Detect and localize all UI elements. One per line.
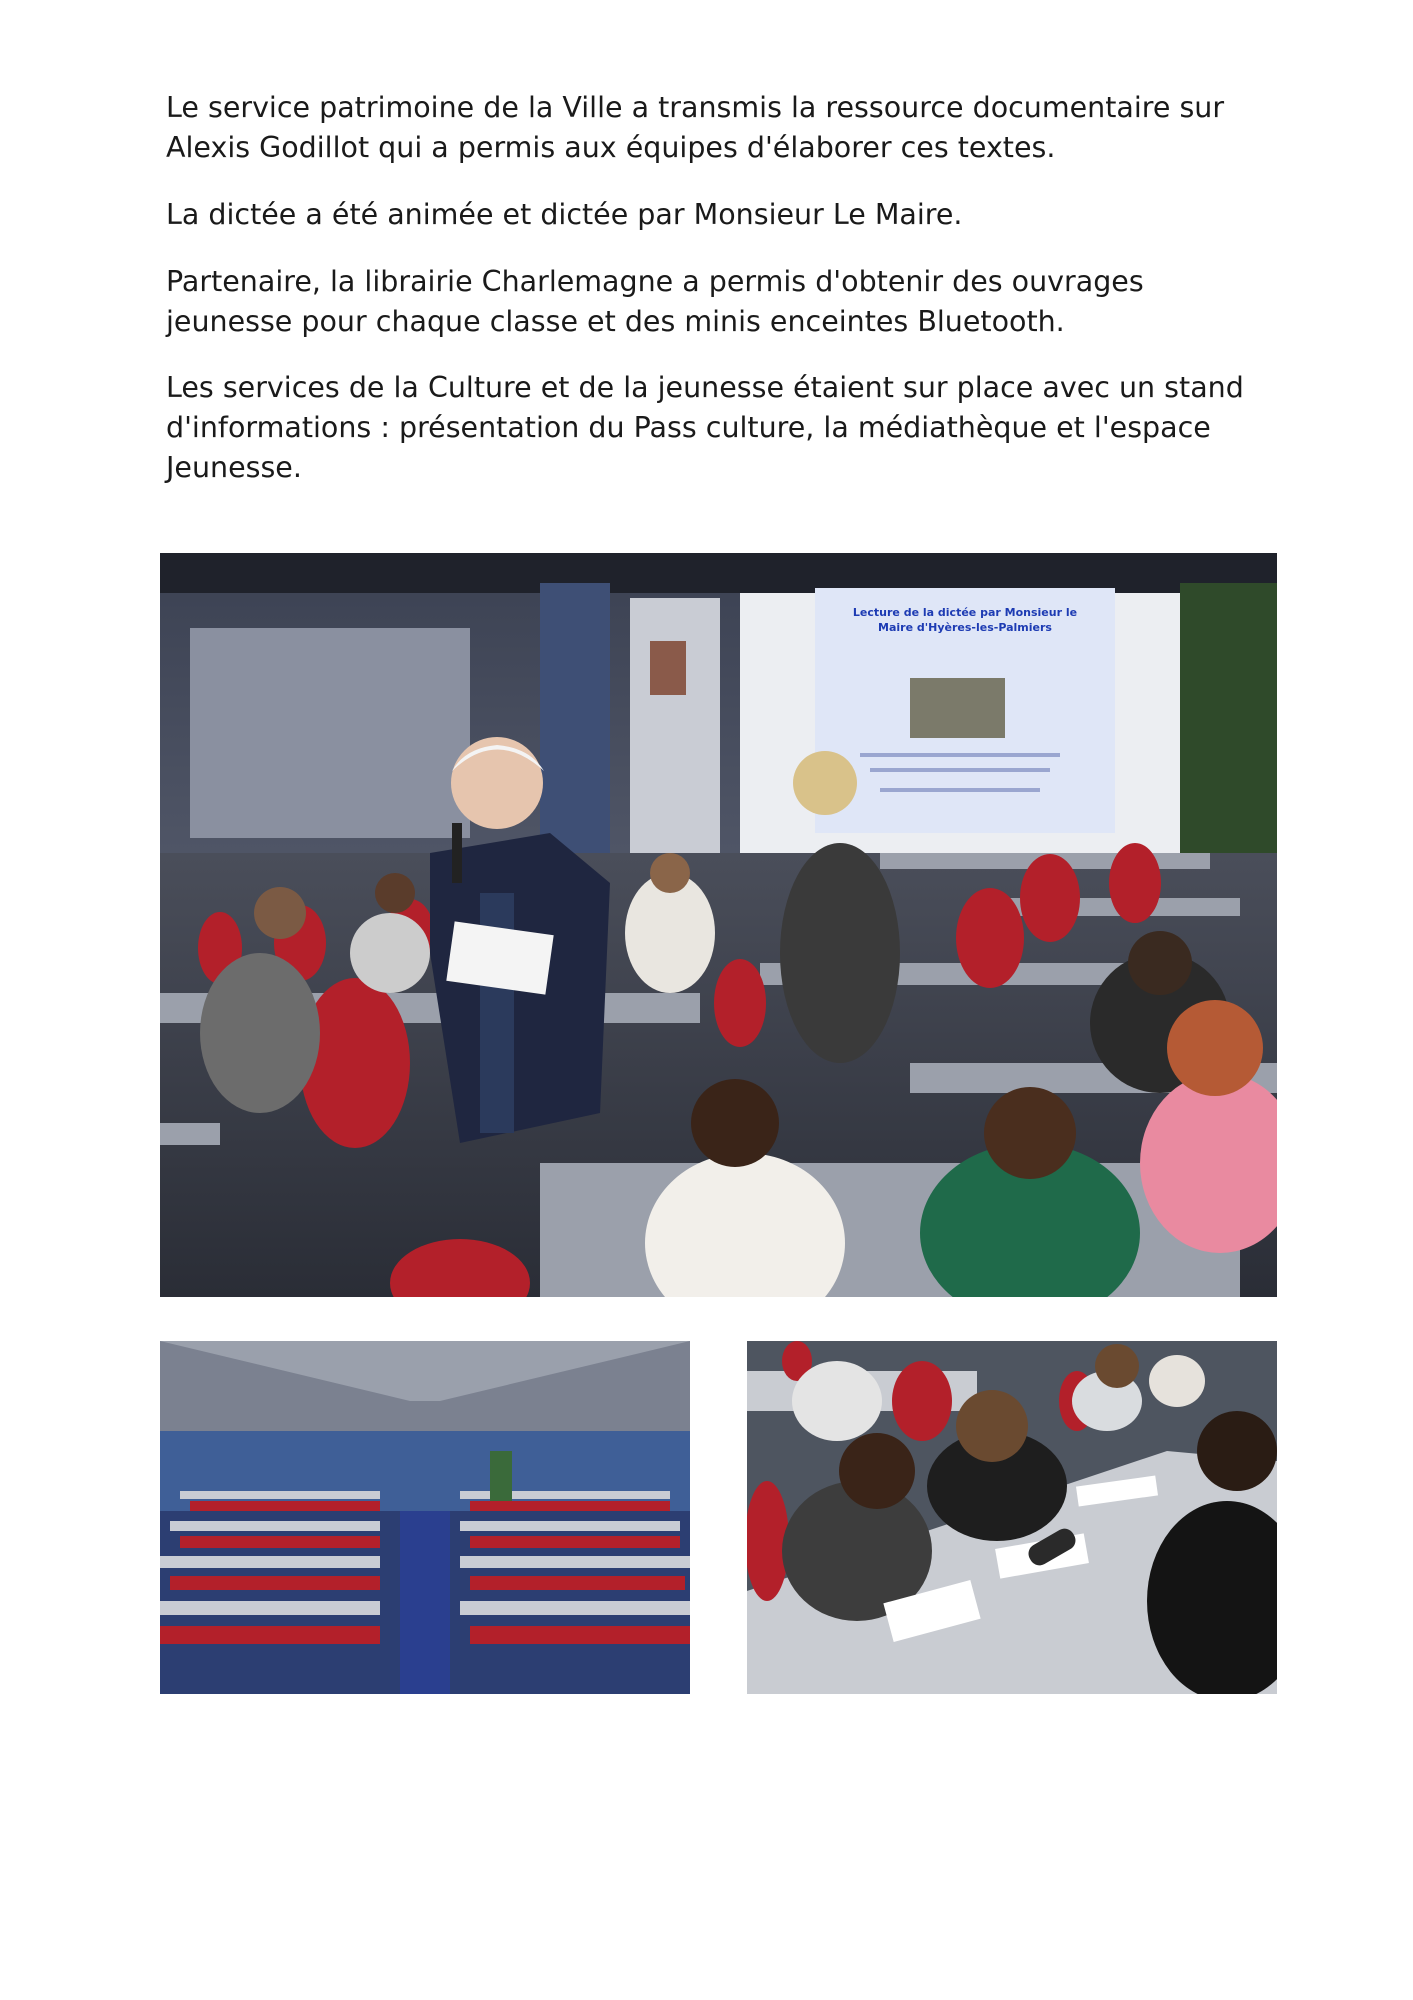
center-aisle — [400, 1511, 450, 1694]
wall-poster — [650, 641, 686, 695]
paragraph-heritage-service: Le service patrimoine de la Ville a transmis la ressource documentaire sur Alexis Godillot qui a permis aux équipes d'élaborer ces textes. — [166, 91, 1225, 164]
christmas-tree — [490, 1451, 512, 1501]
photo-children-writing — [747, 1341, 1277, 1694]
microphone — [452, 823, 462, 883]
photo-mayor-reading-dictation — [160, 553, 1277, 1297]
paragraph-bookshop-partner: Partenaire, la librairie Charlemagne a permis d'obtenir des ouvrages jeunesse pour chaque classe et des minis enceintes Bluetooth. — [166, 265, 1144, 338]
paragraph-mayor-dictation: La dictée a été animée et dictée par Monsieur Le Maire. — [166, 198, 963, 231]
slide-title: Lecture de la dictée par Monsieur le Maire d'Hyères-les-Palmiers — [852, 606, 1078, 634]
photo-hall-overview — [160, 1341, 690, 1694]
plants — [1180, 583, 1277, 873]
paragraph-culture-youth-services: Les services de la Culture et de la jeunesse étaient sur place avec un stand d'informations : présentation du Pass culture, la médiathèque et l'espace Jeunesse. — [166, 371, 1244, 484]
slide-photo — [910, 678, 1005, 738]
